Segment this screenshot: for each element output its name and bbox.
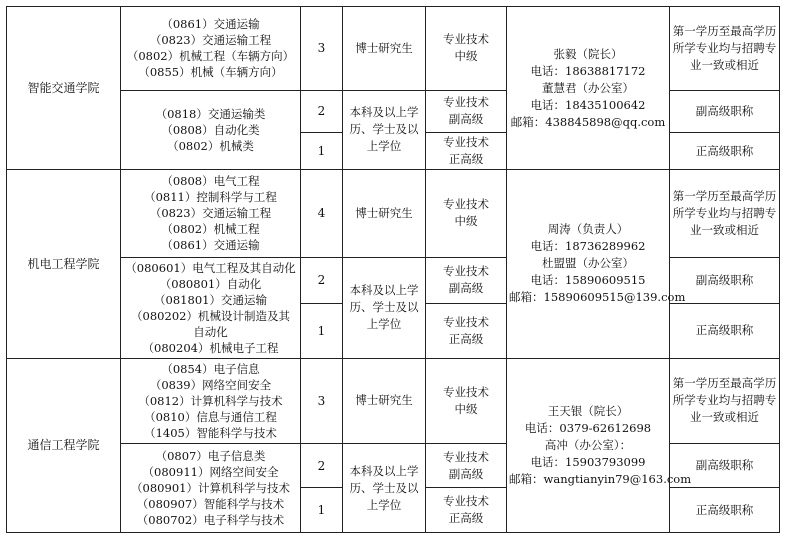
job-title-line: 正高级 [448,152,484,167]
job-title-cell [426,90,507,133]
major-item: （0802）机械类 [167,138,254,153]
table-row [7,7,780,91]
other-requirement: 第一学历至最高学历所学专业均与招聘专业一致或相近 [670,358,780,444]
job-title-cell [426,7,507,91]
major-item: （080911）网络空间安全 [142,465,279,480]
college-name: 通信工程学院 [7,358,121,532]
contact-line: 电话：18638817172 [530,63,646,78]
job-title-line: 副高级 [448,281,484,296]
contact-line: 电话：15903793099 [530,454,646,469]
contact-line: 电话：18435100642 [530,97,646,112]
contact-line: 电话：18736289962 [530,239,646,254]
job-title-line: 中级 [454,214,478,229]
contact-cell [507,7,670,170]
contact-line: 周涛（负责人） [547,222,629,237]
major-item: （080901）计算机科学与技术 [131,481,290,496]
hire-count: 2 [301,257,343,303]
major-item: （0855）机械（车辆方向） [138,65,283,80]
major-item: （0823）交通运输工程 [149,33,272,48]
majors-cell [121,7,301,91]
major-item: （0823）交通运输工程 [149,206,272,221]
job-title-line: 副高级 [448,112,484,127]
major-item: （1405）智能科学与技术 [144,425,277,440]
other-requirement: 副高级职称 [670,444,780,488]
other-requirement: 副高级职称 [670,257,780,303]
job-title-line: 中级 [454,401,478,416]
major-item: （081801）交通运输 [154,292,267,307]
contact-line: 电话：15890609515 [530,273,646,288]
major-item: （0854）电子信息 [161,361,260,376]
contact-line: 杜盟盟（办公室） [542,256,634,271]
job-title-line: 专业技术 [443,449,489,464]
job-title-line: 中级 [454,49,478,64]
major-item: （0818）交通运输类 [155,106,266,121]
education-requirement: 本科及以上学历、学士及以上学位 [343,257,426,358]
recruitment-table [6,6,780,533]
majors-cell [121,358,301,444]
majors-cell [121,444,301,533]
major-item: （0808）自动化类 [161,122,260,137]
job-title-line: 专业技术 [443,95,489,110]
job-title-cell [426,170,507,258]
education-requirement: 博士研究生 [343,358,426,444]
other-requirement: 第一学历至最高学历所学专业均与招聘专业一致或相近 [670,7,780,91]
major-item: （0839）网络空间安全 [149,377,272,392]
major-item: （0807）电子信息类 [155,449,266,464]
job-title-line: 专业技术 [443,314,489,329]
majors-cell [121,170,301,258]
job-title-cell [426,133,507,170]
contact-line: 邮箱：wangtianyin79@163.com [509,471,692,486]
other-requirement: 第一学历至最高学历所学专业均与招聘专业一致或相近 [670,170,780,258]
college-name: 机电工程学院 [7,170,121,359]
job-title-line: 专业技术 [443,197,489,212]
job-title-line: 专业技术 [443,32,489,47]
table-row [7,170,780,258]
education-requirement: 博士研究生 [343,170,426,258]
job-title-line: 正高级 [448,331,484,346]
contact-line: 邮箱：438845898@qq.com [510,114,666,129]
job-title-cell [426,257,507,303]
job-title-line: 正高级 [448,511,484,526]
contact-line: 董慧君（办公室） [542,80,634,95]
education-requirement: 博士研究生 [343,7,426,91]
college-name: 智能交通学院 [7,7,121,170]
education-requirement: 本科及以上学历、学士及以上学位 [343,90,426,170]
hire-count: 3 [301,7,343,91]
contact-line: 高冲（办公室）： [544,437,632,452]
hire-count: 1 [301,133,343,170]
majors-cell [121,257,301,358]
major-item: （0802）机械工程（车辆方向） [126,49,295,64]
job-title-cell [426,488,507,533]
table-body [7,7,780,533]
education-requirement: 本科及以上学历、学士及以上学位 [343,444,426,533]
major-item: （0861）交通运输 [161,17,260,32]
major-item: （0811）控制科学与工程 [144,190,277,205]
other-requirement: 正高级职称 [670,488,780,533]
job-title-line: 专业技术 [443,135,489,150]
major-item: （0802）机械工程 [161,222,260,237]
hire-count: 4 [301,170,343,258]
table-row [7,358,780,444]
contact-line: 邮箱：15890609515@139.com [509,290,686,305]
hire-count: 3 [301,358,343,444]
contact-cell [507,358,692,532]
job-title-line: 副高级 [448,466,484,481]
other-requirement: 正高级职称 [670,133,780,170]
major-item: （080801）自动化 [159,276,262,291]
job-title-line: 专业技术 [443,494,489,509]
major-item: （0808）电气工程 [161,174,260,189]
major-item: （080702）电子科学与技术 [136,513,285,528]
contact-line: 王天银（院长） [547,403,629,418]
other-requirement: 正高级职称 [670,303,780,358]
hire-count: 2 [301,90,343,133]
contact-line: 张毅（院长） [553,46,623,61]
job-title-line: 专业技术 [443,384,489,399]
job-title-line: 专业技术 [443,264,489,279]
contact-cell [507,170,686,359]
hire-count: 1 [301,303,343,358]
major-item: （0810）信息与通信工程 [144,409,277,424]
major-item: （080907）智能科学与技术 [136,497,285,512]
job-title-cell [426,358,507,444]
major-item: （0861）交通运输 [161,238,260,253]
major-item: （080601）电气工程及其自动化 [125,260,296,275]
major-item: 自动化 [193,324,228,339]
major-item: （080204）机械电子工程 [142,340,279,355]
hire-count: 2 [301,444,343,488]
contact-line: 电话：0379-62612698 [524,420,652,435]
major-item: （080202）机械设计制造及其 [131,308,290,323]
job-title-cell [426,303,507,358]
hire-count: 1 [301,488,343,533]
major-item: （0812）计算机科学与技术 [138,393,283,408]
majors-cell [121,90,301,170]
other-requirement: 副高级职称 [670,90,780,133]
job-title-cell [426,444,507,488]
